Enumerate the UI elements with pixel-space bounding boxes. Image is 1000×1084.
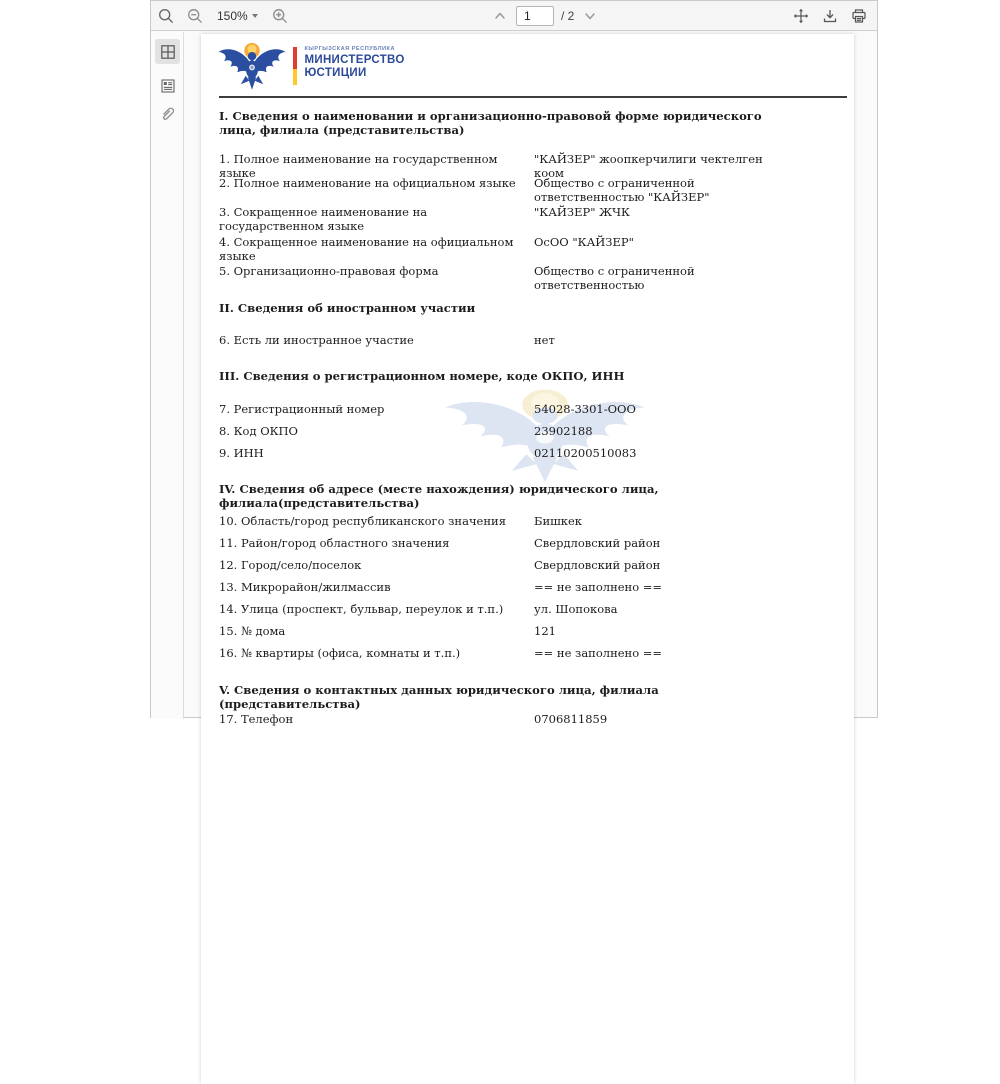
- zoom-level-dropdown[interactable]: [215, 9, 260, 23]
- zoom-in-icon[interactable]: [271, 7, 289, 25]
- field-row: [219, 265, 849, 292]
- field-label: 11. Район/город областного значения: [219, 536, 450, 550]
- page-down-icon[interactable]: [581, 7, 599, 25]
- eagle-logo-icon: [217, 40, 287, 92]
- outline-panel-icon[interactable]: [155, 73, 180, 98]
- field-row: [219, 334, 849, 348]
- section-title: II. Сведения об иностранном участии: [219, 301, 476, 315]
- field-label: 16. № квартиры (офиса, комнаты и т.п.): [219, 646, 461, 660]
- field-value: "КАЙЗЕР" ЖЧК: [534, 205, 630, 219]
- field-row: [219, 625, 849, 639]
- field-label: 3. Сокращенное наименование на государственном языке: [219, 205, 428, 233]
- pdf-toolbar: [151, 1, 877, 31]
- field-value: Свердловский район: [534, 558, 661, 572]
- flag-bar: [293, 47, 297, 85]
- field-label: 15. № дома: [219, 624, 286, 638]
- field-row: [219, 647, 849, 661]
- document-page: [201, 34, 854, 1084]
- field-value: Бишкек: [534, 514, 582, 528]
- field-label: 4. Сокращенное наименование на официальном языке: [219, 235, 514, 263]
- field-label: 1. Полное наименование на государственном языке: [219, 152, 498, 180]
- field-row: [219, 515, 849, 529]
- field-label: 8. Код ОКПО: [219, 424, 298, 438]
- header-rule: [219, 96, 847, 98]
- thumbnails-panel-icon[interactable]: [155, 39, 180, 64]
- field-label: 14. Улица (проспект, бульвар, переулок и т.п.): [219, 602, 504, 616]
- toolbar-left-group: [157, 1, 289, 31]
- pan-tool-icon[interactable]: [792, 7, 810, 25]
- field-label: 7. Регистрационный номер: [219, 402, 385, 416]
- ministry-name: [305, 40, 405, 79]
- field-row: [219, 206, 849, 233]
- zoom-level-value: 150%: [217, 9, 248, 23]
- field-label: 13. Микрорайон/жилмассив: [219, 580, 391, 594]
- field-label: 5. Организационно-правовая форма: [219, 264, 439, 278]
- viewer-sidebar: [151, 32, 184, 719]
- zoom-out-icon[interactable]: [186, 7, 204, 25]
- page-number-input[interactable]: [516, 6, 554, 26]
- field-row: [219, 559, 849, 573]
- field-row: [219, 537, 849, 551]
- field-value: Свердловский район: [534, 536, 661, 550]
- field-label: 12. Город/село/поселок: [219, 558, 362, 572]
- field-value: Общество с ограниченной ответственностью "КАЙЗЕР": [534, 176, 710, 204]
- field-value: ОсОО "КАЙЗЕР": [534, 235, 634, 249]
- field-label: 6. Есть ли иностранное участие: [219, 333, 414, 347]
- field-row: [219, 403, 849, 417]
- section-title: III. Сведения о регистрационном номере, коде ОКПО, ИНН: [219, 369, 625, 383]
- field-row: [219, 236, 849, 263]
- field-label: 17. Телефон: [219, 712, 294, 726]
- field-value: Общество с ограниченной ответственностью: [534, 264, 695, 292]
- field-value: == не заполнено ==: [534, 646, 663, 660]
- field-value: ул. Шопокова: [534, 602, 618, 616]
- field-label: 10. Область/город республиканского значения: [219, 514, 506, 528]
- section-title: V. Сведения о контактных данных юридического лица, филиала (представительства): [219, 683, 659, 711]
- field-value: 23902188: [534, 424, 593, 438]
- page-up-icon[interactable]: [491, 7, 509, 25]
- section-title: IV. Сведения об адресе (месте нахождения) юридического лица, филиала(представительства): [219, 482, 659, 510]
- attachments-panel-icon[interactable]: [155, 101, 180, 126]
- field-row: [219, 603, 849, 617]
- ministry-letterhead: [217, 40, 405, 92]
- field-value: 54028-3301-ООО: [534, 402, 636, 416]
- field-row: [219, 581, 849, 595]
- toolbar-right-group: [792, 1, 868, 31]
- ministry-line1: МИНИСТЕРСТВО: [304, 54, 405, 66]
- field-row: [219, 425, 849, 439]
- field-label: 9. ИНН: [219, 446, 264, 460]
- caret-down-icon: [252, 14, 258, 18]
- ministry-line2: ЮСТИЦИИ: [304, 66, 367, 79]
- viewer-content-area[interactable]: [185, 32, 877, 726]
- field-value: "КАЙЗЕР" жоопкерчилиги чектелген коом: [534, 152, 763, 180]
- country-label: КЫРГЫЗСКАЯ РЕСПУБЛИКА: [304, 46, 395, 52]
- page-navigation: [491, 1, 599, 31]
- field-row: [219, 177, 849, 204]
- section-title: I. Сведения о наименовании и организационно-правовой форме юридического лица, филиала (представительства): [219, 109, 762, 137]
- print-icon[interactable]: [850, 7, 868, 25]
- field-value: нет: [534, 333, 555, 347]
- download-icon[interactable]: [821, 7, 839, 25]
- search-icon[interactable]: [157, 7, 175, 25]
- pdf-viewer: [150, 0, 878, 726]
- field-label: 2. Полное наименование на официальном языке: [219, 176, 516, 190]
- field-value: 0706811859: [534, 712, 608, 726]
- field-row: [219, 447, 849, 461]
- field-value: == не заполнено ==: [534, 580, 663, 594]
- field-row: [219, 713, 849, 727]
- page-total-label: / 2: [561, 9, 575, 23]
- field-value: 02110200510083: [534, 446, 637, 460]
- field-value: 121: [534, 624, 556, 638]
